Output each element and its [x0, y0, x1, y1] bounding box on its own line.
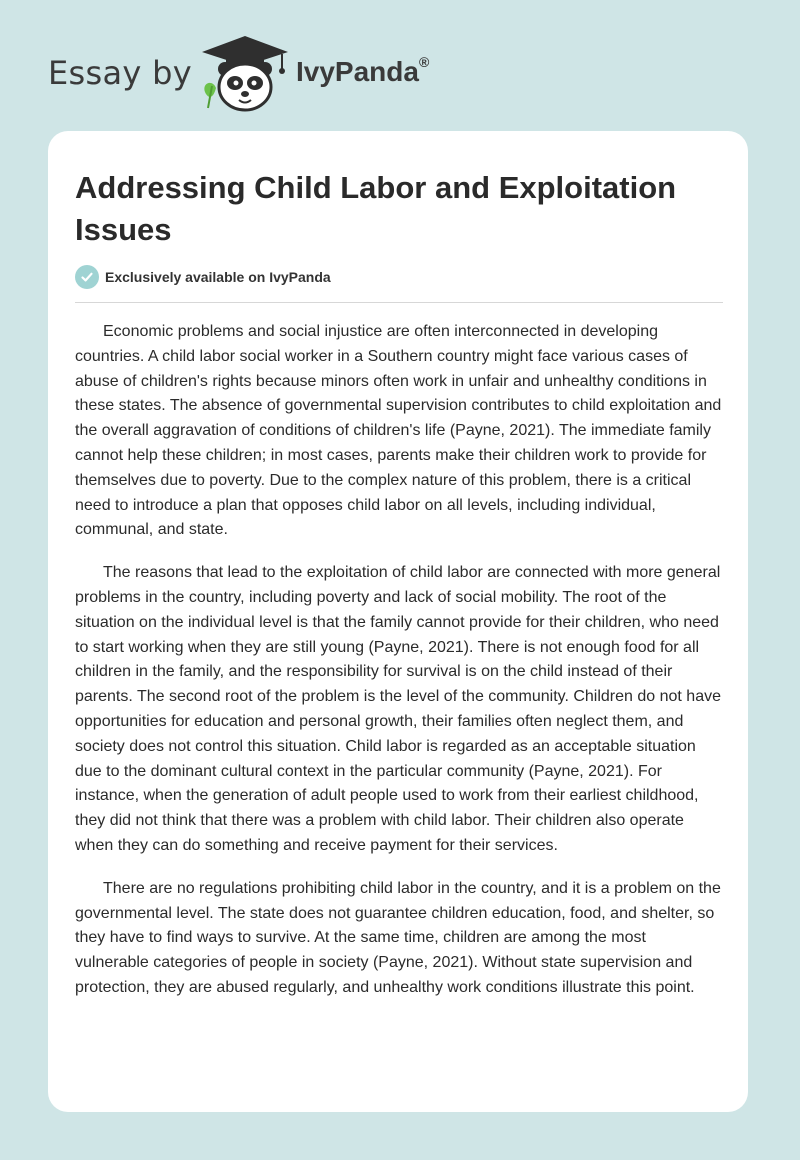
exclusive-badge: [75, 264, 331, 290]
panda-logo-icon[interactable]: [198, 34, 293, 114]
essay-title: Addressing Child Labor and Exploitation Issues: [75, 170, 677, 247]
check-circle-icon: [75, 265, 99, 289]
registered-mark: ®: [418, 54, 430, 70]
exclusive-badge-label: Exclusively available on IvyPanda: [105, 269, 331, 285]
paragraph: The reasons that lead to the exploitation of child labor are connected with more general problems in the country, including poverty and lack of social mobility. The root of the situation on the individual level is that the family cannot provide for their children, who need to start working when they are still young (Payne, 2021). There is not enough food for all children in the family, and the responsibility for survival is on the child instead of their parents. The second root of the problem is the level of the community. Children do not have opportunities for education and personal growth, their families often neglect them, and society does not control this situation. Child labor is regarded as an acceptable situation due to the dominant cultural context in the particular community (Payne, 2021). For instance, when the generation of adult people used to work from their earliest childhood, they did not think that there was a problem with child labor. Their children also operate when they can do something and receive payment for their services.: [75, 564, 721, 854]
essay-body: [75, 320, 723, 1019]
paragraph: There are no regulations prohibiting child labor in the country, and it is a problem on the governmental level. The state does not guarantee children education, food, and shelter, so they have to find ways to survive. At the same time, children are among the most vulnerable categories of people in society (Payne, 2021). Without state supervision and protection, they are abused regularly, and unhealthy work conditions illustrate this point.: [75, 879, 721, 996]
paragraph: Economic problems and social injustice are often interconnected in developing countries. A child labor social worker in a Southern country might face various cases of abuse of children's rights because minors often work in unfair and unhealthy conditions in these states. The absence of governmental supervision contributes to child exploitation and the overall aggravation of conditions of children's life (Payne, 2021). The immediate family cannot help these children; in most cases, parents make their children work to provide for themselves due to poverty. Due to the complex nature of this problem, there is a critical need to introduce a plan that opposes child labor on all levels, including individual, communal, and state.: [75, 323, 722, 539]
essay-card: [48, 131, 748, 1112]
divider: [75, 302, 723, 303]
brand-text: IvyPanda: [296, 56, 419, 87]
site-header: [48, 34, 548, 114]
essay-by-label: Essay by: [48, 54, 192, 92]
brand-name[interactable]: [296, 56, 429, 88]
